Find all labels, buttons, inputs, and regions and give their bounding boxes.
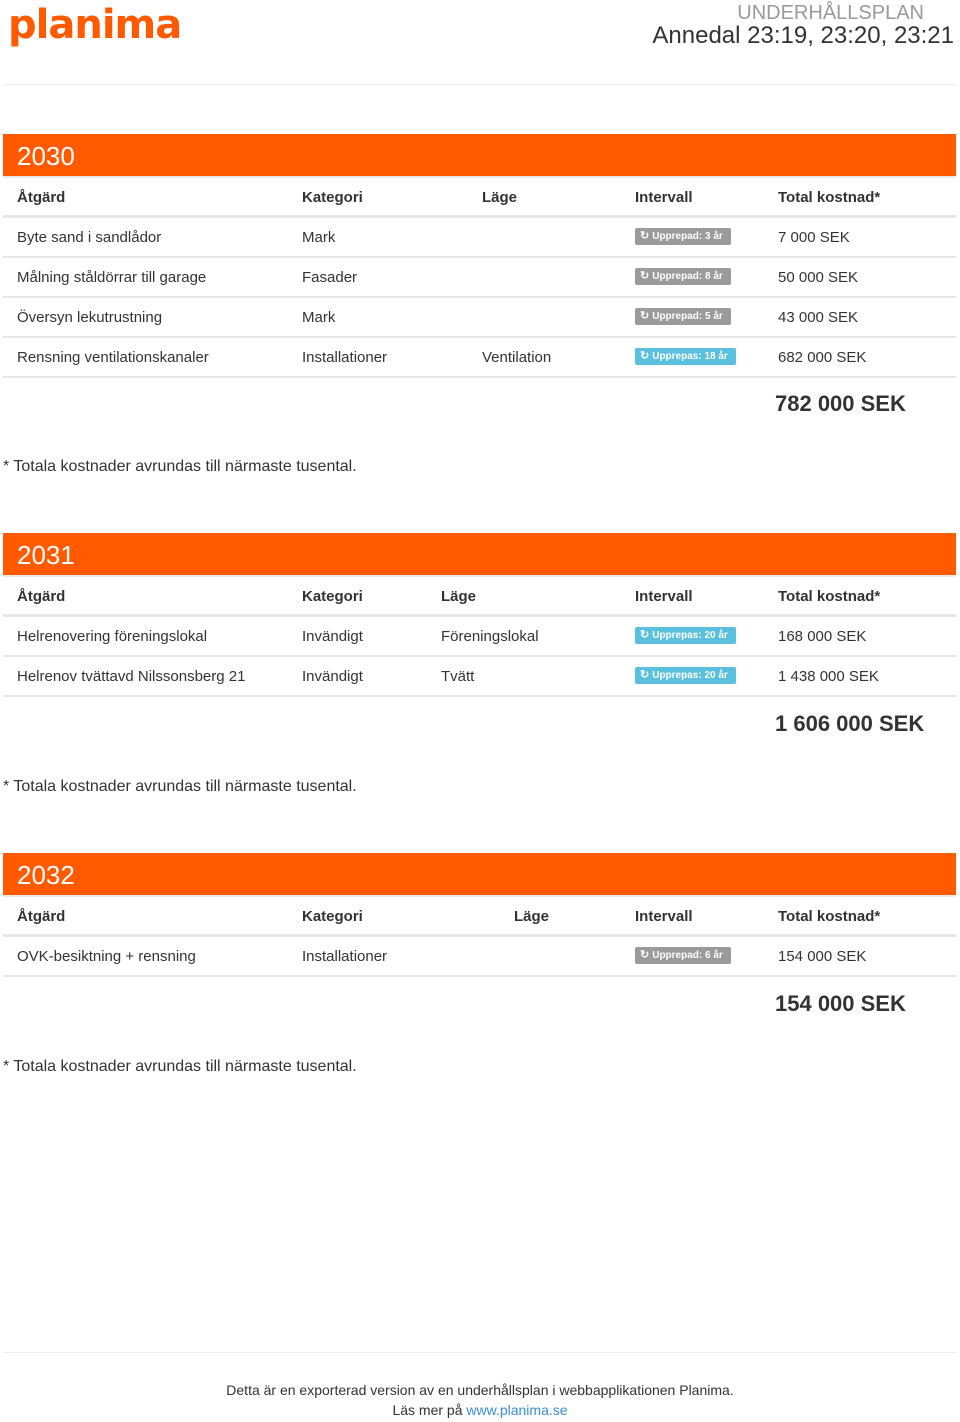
column-header-interval: Intervall (635, 908, 693, 925)
column-header-interval: Intervall (635, 588, 693, 605)
year-section-2032 (3, 853, 956, 977)
interval-text: Upprepas: 20 år (652, 670, 728, 682)
table-row (3, 298, 956, 338)
row-location: Tvätt (441, 668, 475, 685)
row-cost: 50 000 SEK (778, 269, 859, 286)
table-row (3, 657, 956, 697)
column-header-cost: Total kostnad* (778, 189, 881, 206)
interval-badge (635, 308, 731, 325)
table-row (3, 218, 956, 258)
row-cost: 7 000 SEK (778, 229, 850, 246)
refresh-icon: ↻ (640, 949, 650, 962)
refresh-icon: ↻ (640, 230, 650, 243)
interval-badge (635, 667, 736, 684)
column-header-action: Åtgärd (17, 189, 66, 206)
row-interval (635, 218, 731, 258)
refresh-icon: ↻ (640, 310, 650, 323)
rounding-note: * Totala kostnader avrundas till närmaste tusental. (3, 778, 357, 795)
row-interval (635, 338, 736, 378)
page-header (0, 0, 960, 86)
interval-badge (635, 947, 731, 964)
row-action: Målning ståldörrar till garage (17, 269, 207, 286)
table-header (3, 178, 956, 218)
document-type: UNDERHÅLLSPLAN (737, 2, 924, 24)
row-cost: 1 438 000 SEK (778, 668, 879, 685)
row-interval (635, 298, 731, 338)
column-header-location: Läge (441, 588, 477, 605)
column-header-action: Åtgärd (17, 908, 66, 925)
column-header-category: Kategori (302, 189, 363, 206)
read-more-label: Läs mer på (392, 1402, 467, 1418)
table-header (3, 577, 956, 617)
column-header-category: Kategori (302, 908, 363, 925)
year-heading: 2032 (3, 853, 956, 897)
footer-export-note: Detta är en exporterad version av en underhållsplan i webbapplikationen Planima. (226, 1382, 734, 1398)
row-cost: 168 000 SEK (778, 628, 867, 645)
row-category: Mark (302, 229, 336, 246)
property-title: Annedal 23:19, 23:20, 23:21 (652, 22, 954, 49)
interval-text: Upprepas: 18 år (652, 351, 728, 363)
row-category: Installationer (302, 349, 388, 366)
row-cost: 154 000 SEK (778, 948, 867, 965)
interval-text: Upprepad: 3 år (652, 231, 723, 243)
row-category: Invändigt (302, 668, 363, 685)
row-cost: 43 000 SEK (778, 309, 859, 326)
year-section-2030 (3, 134, 956, 378)
table-row (3, 937, 956, 977)
row-action: Helrenovering föreningslokal (17, 628, 208, 645)
header-divider (4, 84, 956, 85)
interval-badge (635, 348, 736, 365)
interval-text: Upprepad: 8 år (652, 271, 723, 283)
row-category: Fasader (302, 269, 358, 286)
row-action: Byte sand i sandlådor (17, 229, 162, 246)
row-category: Installationer (302, 948, 388, 965)
year-section-2031 (3, 533, 956, 697)
column-header-location: Läge (514, 908, 550, 925)
refresh-icon: ↻ (640, 350, 650, 363)
year-total: 1 606 000 SEK (775, 711, 925, 736)
row-category: Mark (302, 309, 336, 326)
interval-badge (635, 268, 731, 285)
row-action: OVK-besiktning + rensning (17, 948, 196, 965)
rounding-note: * Totala kostnader avrundas till närmaste tusental. (3, 1058, 357, 1075)
row-category: Invändigt (302, 628, 363, 645)
row-interval (635, 258, 731, 298)
row-action: Helrenov tvättavd Nilssonsberg 21 (17, 668, 246, 685)
interval-badge (635, 228, 731, 245)
refresh-icon: ↻ (640, 669, 650, 682)
footer-read-more (0, 1402, 960, 1418)
row-action: Rensning ventilationskanaler (17, 349, 209, 366)
table-row (3, 617, 956, 657)
row-interval (635, 617, 736, 657)
interval-badge (635, 627, 736, 644)
refresh-icon: ↻ (640, 270, 650, 283)
row-location: Föreningslokal (441, 628, 539, 645)
column-header-location: Läge (482, 189, 518, 206)
row-cost: 682 000 SEK (778, 349, 867, 366)
row-interval (635, 657, 736, 697)
year-total: 154 000 SEK (775, 991, 906, 1016)
table-header (3, 897, 956, 937)
table-row (3, 338, 956, 378)
refresh-icon: ↻ (640, 629, 650, 642)
rounding-note: * Totala kostnader avrundas till närmaste tusental. (3, 458, 357, 475)
footer-divider (4, 1352, 956, 1353)
row-action: Översyn lekutrustning (17, 309, 163, 326)
planima-logo: planima (8, 2, 182, 48)
planima-website-link[interactable]: www.planima.se (466, 1402, 568, 1418)
year-heading: 2031 (3, 533, 956, 577)
column-header-cost: Total kostnad* (778, 588, 881, 605)
column-header-action: Åtgärd (17, 588, 66, 605)
row-interval (635, 937, 731, 977)
column-header-interval: Intervall (635, 189, 693, 206)
column-header-category: Kategori (302, 588, 363, 605)
row-location: Ventilation (482, 349, 552, 366)
year-total: 782 000 SEK (775, 391, 906, 416)
interval-text: Upprepad: 6 år (652, 950, 723, 962)
interval-text: Upprepas: 20 år (652, 630, 728, 642)
interval-text: Upprepad: 5 år (652, 311, 723, 323)
column-header-cost: Total kostnad* (778, 908, 881, 925)
table-row (3, 258, 956, 298)
year-heading: 2030 (3, 134, 956, 178)
